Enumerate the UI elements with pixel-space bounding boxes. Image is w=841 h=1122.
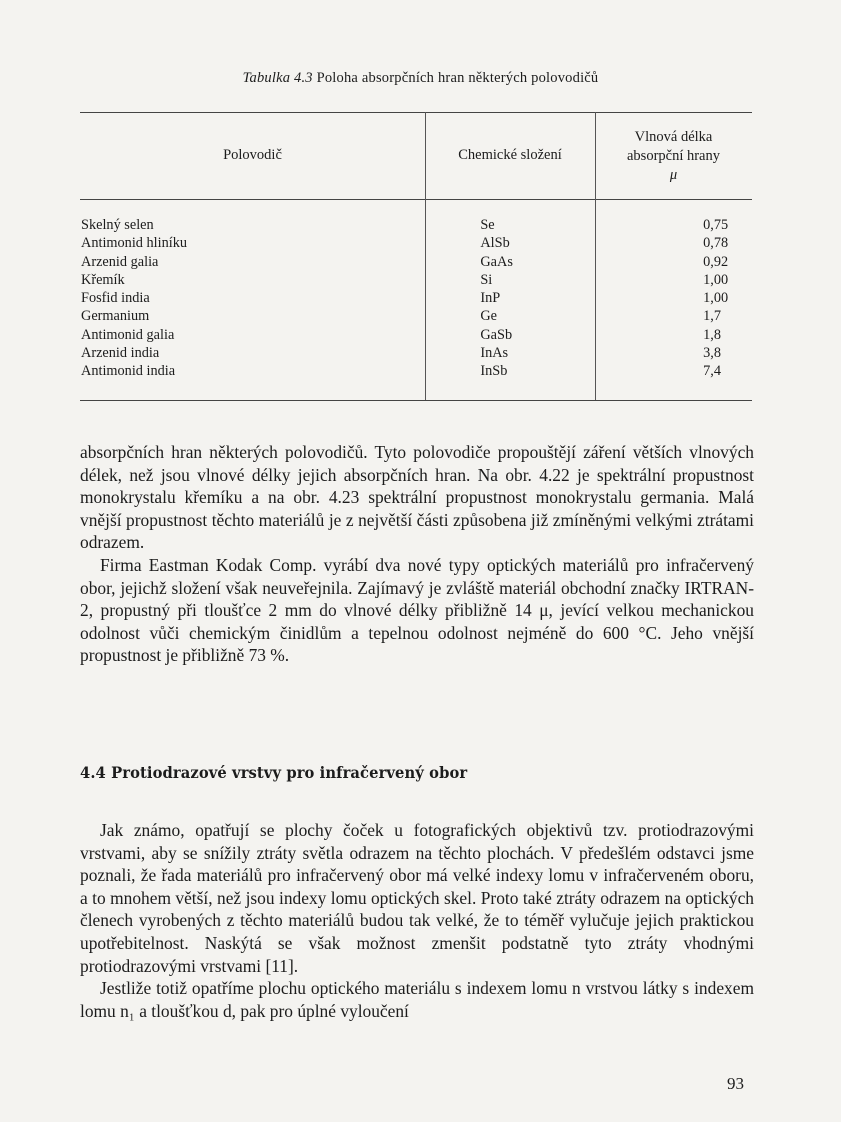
semiconductor-name: Křemík [81,271,125,288]
table-header-rule [80,199,752,200]
paragraph-eastman-kodak: Firma Eastman Kodak Comp. vyrábí dva nové typy optických materiálů pro infračervený obor, jejichž složení však neuveřejnila. Zajímavý je zvláště materiál obchodní značky IRTRAN-2, propustný při tloušťce 2 mm do vlnové délky přibližně 14 μ, jevící velkou mechanickou odolnost vůči chemickým činidlům a tepelnou odolnost nejméně do 600 °C. Jeho vnější propustnost je přibližně 73 %. [80,554,754,666]
table-row [80,253,752,271]
table-row [80,326,752,344]
absorption-wavelength: 1,00 [703,271,729,288]
header-wavelength-line1: Vlnová délka [634,129,713,145]
header-semiconductor: Polovodič [223,147,282,163]
table-row [80,344,752,362]
header-chemical-composition: Chemické složení [458,147,562,163]
table-caption [0,70,841,87]
absorption-wavelength: 1,8 [703,326,721,343]
chemical-formula: InP [480,290,501,307]
semiconductor-name: Antimonid galia [81,326,175,343]
section-heading: 4.4 Protiodrazové vrstvy pro infračervený obor [80,763,468,782]
table-row [80,216,752,234]
absorption-wavelength: 1,7 [703,308,721,325]
semiconductor-name: Skelný selen [81,217,154,233]
paragraph-absorption-edges: absorpčních hran některých polovodičů. Tyto polovodiče propouštějí záření větších vlnových délek, než jsou vlnové délky jejich absorpčních hran. Na obr. 4.22 je spektrální propustnost monokrystalu křemíku a na obr. 4.23 spektrální propustnost monokrystalu germania. Malá vnější propustnost těchto materiálů je z největší části způsobena již zmíněnými velkými ztrátami odrazem. [80,442,754,553]
table-caption-text: Poloha absorpčních hran některých polovodičů [312,70,599,86]
chemical-formula: GaSb [480,326,513,343]
table-row [80,234,752,252]
table-body [80,216,752,381]
semiconductor-name: Arzenid galia [81,253,159,270]
table-row [80,362,752,380]
body-text-lower [80,819,754,1022]
table-row [80,271,752,289]
body-text-upper [80,441,754,667]
chemical-formula: GaAs [480,253,513,270]
chemical-formula: Si [480,271,493,288]
table-row [80,289,752,307]
paragraph-antireflection-intro: Jak známo, opatřují se plochy čoček u fotografických objektivů tzv. protiodrazovými vrstvami, aby se snížily ztráty světla odrazem na těchto plochách. V předešlém odstavci jsme poznali, že řada materiálů pro infračervený obor má velké indexy lomu v infračerveném oboru, a to mnohem větší, než jsou indexy lomu optických skel. Proto také ztráty odrazem na optických členech vyrobených z těchto materiálů budou tak velké, že to téměř vylučuje jejich praktickou upotřebitelnost. Naskýtá se však možnost zmenšit podstatně tyto ztráty vhodnými protiodrazovými vrstvami [11]. [80,820,754,976]
semiconductor-name: Arzenid india [81,345,160,362]
absorption-wavelength: 3,8 [703,345,721,362]
table-bottom-rule [80,400,752,401]
semiconductor-name: Antimonid hliníku [81,235,188,252]
absorption-wavelength: 7,4 [703,363,721,380]
chemical-formula: InSb [480,363,508,380]
chemical-formula: Ge [480,308,497,325]
semiconductor-name: Germanium [81,308,150,325]
semiconductor-name: Antimonid india [81,363,176,380]
table-row [80,307,752,325]
paragraph-layer-condition: Jestliže totiž opatříme plochu optického materiálu s indexem lomu n vrstvou látky s indexem lomu n₁ a tloušťkou d, pak pro úplné vyloučení [80,978,754,1021]
absorption-wavelength: 0,92 [703,253,729,270]
header-wavelength-line2: absorpční hrany [626,148,720,164]
semiconductor-table [80,112,752,402]
header-wavelength-unit: μ [669,167,678,183]
chemical-formula: InAs [480,345,509,362]
page-number: 93 [727,1074,744,1093]
chemical-formula: AlSb [480,235,510,252]
table-top-rule [80,112,752,113]
header-wavelength [595,128,752,185]
chemical-formula: Se [480,217,495,233]
semiconductor-name: Fosfid india [81,290,150,307]
table-caption-label: Tabulka 4.3 [242,70,313,86]
absorption-wavelength: 0,78 [703,235,729,252]
absorption-wavelength: 0,75 [703,217,729,233]
absorption-wavelength: 1,00 [703,290,729,307]
